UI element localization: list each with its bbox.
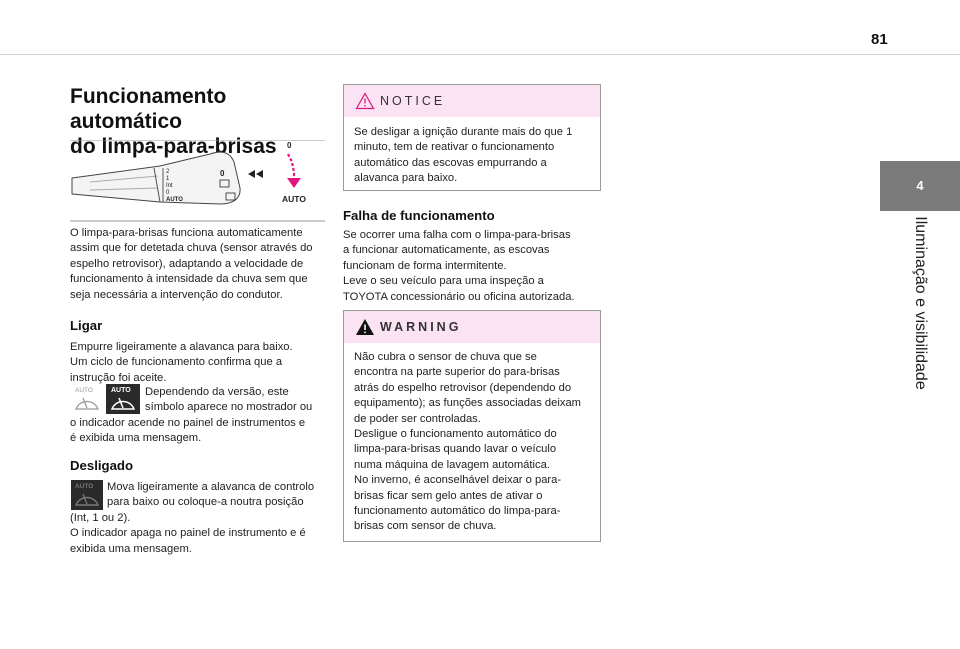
falha-line: a funcionar automaticamente, as escovas: [343, 244, 550, 257]
desligado-tail-line: (Int, 1 ou 2).: [70, 512, 131, 524]
notice-line: minuto, tem de reativar o funcionamento: [354, 141, 555, 154]
auto-wiper-filled-icon: [106, 384, 140, 414]
notice-box: [343, 84, 601, 191]
notice-line: alavanca para baixo.: [354, 172, 458, 185]
notice-header: [344, 85, 600, 117]
pink-arrow-head: [287, 178, 301, 188]
desligado-icon-paragraph: [107, 480, 332, 511]
wiper-lever-illustration: [70, 140, 325, 222]
desligado-tail-line: O indicador apaga no painel de instrumento e é: [70, 527, 306, 540]
chapter-title: Iluminação e visibilidade: [912, 216, 929, 390]
falha-paragraph: [343, 228, 601, 305]
notice-body: [354, 125, 594, 187]
auto-wiper-off-icon: [71, 480, 103, 510]
off-label: 0: [287, 141, 292, 150]
desligado-icon-line: Mova ligeiramente a alavanca de controlo: [107, 481, 315, 493]
page-number: 81: [871, 31, 888, 48]
ligar-line: Um ciclo de funcionamento confirma que a: [70, 356, 283, 369]
intro-line: espelho retrovisor), adaptando a velocidade de: [70, 257, 304, 270]
warning-line: limpa-para-brisas quando lavar o veículo: [354, 443, 557, 456]
warning-line: funcionamento automático do limpa-para-: [354, 505, 561, 518]
warning-line: numa máquina de lavagem automática.: [354, 458, 550, 471]
notice-line: automático das escovas empurrando a: [354, 156, 547, 169]
desligado-heading: Desligado: [70, 458, 134, 473]
ligar-tail-paragraph: [70, 416, 328, 447]
warning-line: de poder ser controladas.: [354, 412, 481, 425]
ligar-icon-line: Dependendo da versão, este: [145, 386, 289, 398]
chapter-tab[interactable]: [880, 161, 960, 211]
ligar-heading: Ligar: [70, 318, 103, 333]
warning-line: equipamento); as funções associadas deixam: [354, 397, 581, 410]
lever-pos-auto: AUTO: [166, 197, 183, 203]
warning-line: brisas ficar sem gelo antes de ativar o: [354, 489, 543, 502]
lever-zero-label: 0: [220, 169, 225, 178]
warning-line: Não cubra o sensor de chuva que se: [354, 351, 537, 363]
warning-line: brisas com sensor de chuva.: [354, 520, 497, 533]
falha-line: TOYOTA concessionário ou oficina autorizada.: [343, 290, 575, 303]
header-divider: [0, 54, 960, 55]
warning-title: WARNING: [380, 320, 462, 334]
notice-title: NOTICE: [380, 94, 446, 108]
warning-header: [344, 311, 600, 343]
svg-text:AUTO: AUTO: [75, 483, 94, 490]
ligar-icon-paragraph: [145, 385, 330, 416]
desligado-icon-line: para baixo ou coloque-a noutra posição: [107, 496, 304, 509]
intro-line: seja necessária a intervenção do condutor.: [70, 288, 283, 301]
notice-line: Se desligar a ignição durante mais do que 1: [354, 126, 573, 138]
falha-line: Se ocorrer uma falha com o limpa-para-brisas: [343, 229, 571, 241]
ligar-tail-line: é exibida uma mensagem.: [70, 432, 202, 445]
intro-paragraph: [70, 226, 328, 303]
rewind-icon: [248, 170, 263, 178]
warning-line: encontra na parte superior do para-brisas: [354, 366, 560, 379]
auto-label: AUTO: [282, 194, 306, 204]
warning-line: atrás do espelho retrovisor (dependendo do: [354, 381, 572, 394]
ligar-icon-line: símbolo aparece no mostrador ou: [145, 401, 313, 414]
svg-text:AUTO: AUTO: [75, 387, 93, 394]
ligar-line: instrução foi aceite.: [70, 371, 167, 384]
warning-triangle-icon: [355, 318, 375, 336]
chapter-number: 4: [916, 178, 924, 193]
ligar-paragraph: [70, 340, 328, 386]
desligado-tail-line: exibida uma mensagem.: [70, 542, 192, 555]
title-line-2: do limpa-para-brisas: [70, 135, 277, 158]
notice-warning-triangle-icon: [355, 92, 375, 110]
ligar-line: Empurre ligeiramente a alavanca para baixo.: [70, 341, 293, 353]
falha-heading: Falha de funcionamento: [343, 208, 495, 223]
lever-pos-1: 1: [166, 176, 170, 182]
warning-box: [343, 310, 601, 542]
svg-text:AUTO: AUTO: [111, 387, 131, 394]
intro-line: assim que for detetada chuva (sensor através do: [70, 242, 313, 255]
pink-arrow-shaft: [288, 154, 294, 180]
desligado-tail-paragraph: [70, 511, 328, 557]
warning-line: Desligue o funcionamento automático do: [354, 428, 557, 441]
warning-line: No inverno, é aconselhável deixar o para-: [354, 474, 562, 487]
lever-pos-2: 2: [166, 169, 170, 175]
auto-wiper-outline-icon: [71, 385, 103, 415]
title-line-1: Funcionamento automático: [70, 85, 227, 133]
ligar-tail-line: o indicador acende no painel de instrumentos e: [70, 417, 306, 429]
intro-line: O limpa-para-brisas funciona automaticamente: [70, 227, 303, 239]
lever-pos-int: Int: [166, 183, 173, 189]
falha-line: Leve o seu veículo para uma inspeção a: [343, 275, 544, 288]
falha-line: funcionam de forma intermitente.: [343, 259, 507, 272]
warning-body: [354, 350, 594, 535]
intro-line: funcionamento à intensidade da chuva sem que: [70, 273, 308, 286]
lever-pos-0: 0: [166, 190, 170, 196]
